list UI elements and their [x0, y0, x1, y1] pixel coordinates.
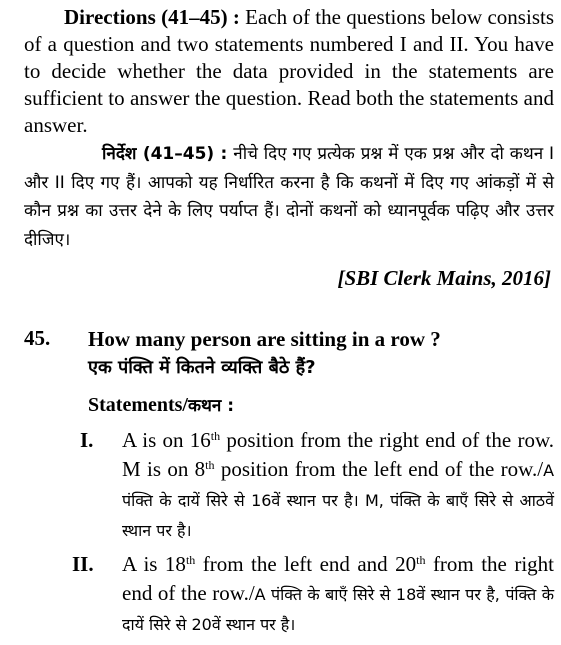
statement-2-numeral: II. — [72, 552, 94, 576]
statement-1-sup-b: th — [205, 458, 215, 472]
statements-heading — [88, 393, 234, 417]
question-english: How many person are sitting in a row ? — [88, 327, 441, 351]
directions-hindi-text: नीचे दिए गए प्रत्येक प्रश्न में एक प्रश्न और दो कथन I और II दिए गए हैं। आपको यह निर्धारित करना है कि कथनों में दिए गए आंकड़ों में से कौन प्रश्न का उत्तर देने के लिए पर्याप्त हैं। दोनों कथनों को ध्यानपूर्वक पढ़िए और उत्तर दीजिए। — [24, 144, 555, 250]
statement-1-text-a: A is on 16 — [122, 428, 211, 452]
statement-2 — [122, 550, 554, 639]
statements-heading-en: Statements/ — [88, 394, 188, 416]
directions-hindi-label: निर्देश (41–45) : — [102, 144, 228, 164]
statement-2-sup-b: th — [416, 553, 426, 567]
directions-label: Directions (41–45) : — [64, 5, 240, 29]
statement-1-text-b: position from the right end of the row. M is on 8 — [122, 428, 554, 481]
question-text — [88, 326, 548, 383]
statement-2-hindi: A पंक्ति के बाएँ सिरे से 18वें स्थान पर है, पंक्ति के दायें सिरे से 20वें स्थान पर है। — [122, 585, 554, 634]
statement-1-hindi: A पंक्ति के दायें सिरे से 16वें स्थान पर है। M, पंक्ति के बाएँ सिरे से आठवें स्थान पर है। — [122, 461, 555, 540]
statement-1-text-c: position from the left end of the row./ — [214, 457, 544, 481]
statement-1-numeral: I. — [80, 428, 94, 452]
statements-heading-hi: कथन : — [187, 396, 235, 416]
statement-2-text-a: A is 18 — [122, 552, 186, 576]
directions-paragraph — [24, 4, 554, 139]
statement-1 — [122, 426, 554, 545]
directions-text: Each of the questions below consists of a question and two statements numbered I and II. You have to decide whether the data provided in the statements are sufficient to answer the question. Read both the statements and answer. — [24, 5, 554, 137]
directions-hindi-paragraph — [24, 140, 554, 254]
question-hindi: एक पंक्ति में कितने व्यक्ति बैठे हैं? — [88, 357, 316, 378]
statement-2-text-c: from the right end of the row./ — [122, 552, 554, 605]
question-number: 45. — [24, 326, 51, 350]
statement-2-text-b: from the left end and 20 — [195, 552, 417, 576]
statement-1-sup-a: th — [210, 429, 221, 443]
source-citation: [SBI Clerk Mains, 2016] — [337, 266, 551, 290]
statement-2-sup-a: th — [185, 553, 196, 567]
